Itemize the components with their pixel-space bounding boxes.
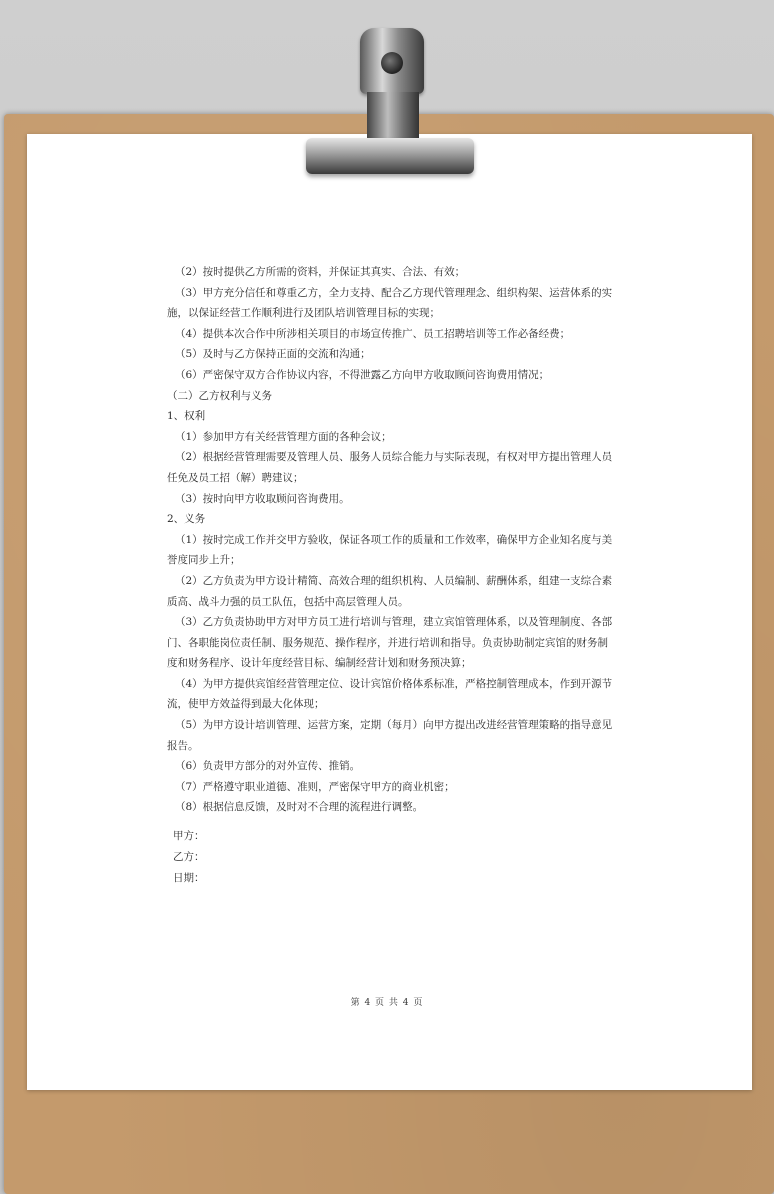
text-line: （6）负责甲方部分的对外宣传、推销。	[175, 760, 361, 773]
text-line: （8）根据信息反馈，及时对不合理的流程进行调整。	[175, 801, 424, 814]
text-line: （3）乙方负责协助甲方对甲方员工进行培训与管理，建立宾馆管理体系，以及管理制度、各部	[175, 616, 613, 629]
signature-block	[173, 826, 205, 889]
text-line: （1）按时完成工作并交甲方验收，保证各项工作的质量和工作效率，确保甲方企业知名度与美	[175, 533, 613, 546]
document-body	[167, 262, 615, 818]
text-line: 度和财务程序、设计年度经营目标、编制经营计划和财务预决算；	[167, 657, 472, 670]
text-line: 质高、战斗力强的员工队伍，包括中高层管理人员。	[167, 595, 409, 608]
subsection-heading: 2、义务	[167, 513, 206, 526]
clip-arm-icon	[367, 92, 419, 140]
text-line: 施，以保证经营工作顺利进行及团队培训管理目标的实现；	[167, 307, 440, 320]
text-line: 誉度同步上升；	[167, 554, 241, 567]
page-footer: 第 4 页 共 4 页	[350, 998, 424, 1008]
clip-hole-icon	[381, 52, 403, 74]
text-line: （7）严格遵守职业道德、准则，严密保守甲方的商业机密；	[175, 780, 455, 793]
party-b-label: 乙方：	[173, 851, 205, 863]
text-line: （5）为甲方设计培训管理、运营方案，定期（每月）向甲方提出改进经营管理策略的指导意见	[175, 719, 613, 732]
text-line: （6）严密保守双方合作协议内容，不得泄露乙方向甲方收取顾问咨询费用情况；	[175, 368, 550, 381]
text-line: 任免及员工招（解）聘建议；	[167, 471, 304, 484]
text-line: （5）及时与乙方保持正面的交流和沟通；	[175, 348, 371, 361]
text-line: （4）提供本次合作中所涉相关项目的市场宣传推广、员工招聘培训等工作必备经费；	[175, 327, 571, 340]
text-line: （2）乙方负责为甲方设计精简、高效合理的组织机构、人员编制、薪酬体系，组建一支综合素	[175, 574, 613, 587]
text-line: 报告。	[167, 739, 199, 752]
clip-base-icon	[306, 138, 474, 174]
date-label: 日期：	[173, 872, 205, 884]
text-line: （2）根据经营管理需要及管理人员、服务人员综合能力与实际表现，有权对甲方提出管理人员	[175, 451, 613, 464]
party-a-label: 甲方：	[173, 830, 205, 842]
subsection-heading: 1、权利	[167, 410, 206, 423]
text-line: （2）按时提供乙方所需的资料，并保证其真实、合法、有效；	[175, 266, 466, 278]
text-line: 门、各职能岗位责任制、服务规范、操作程序，并进行培训和指导。负责协助制定宾馆的财务制	[167, 636, 608, 649]
text-line: （3）甲方充分信任和尊重乙方，全力支持、配合乙方现代管理理念、组织构架、运营体系的实	[175, 286, 613, 299]
text-line: 流，使甲方效益得到最大化体现；	[167, 698, 325, 711]
text-line: （4）为甲方提供宾馆经营管理定位、设计宾馆价格体系标准，严格控制管理成本，作到开源节	[175, 677, 613, 690]
text-line: （1）参加甲方有关经营管理方面的各种会议；	[175, 430, 392, 443]
text-line: （3）按时向甲方收取顾问咨询费用。	[175, 492, 350, 505]
section-heading: （二）乙方权利与义务	[167, 389, 272, 402]
